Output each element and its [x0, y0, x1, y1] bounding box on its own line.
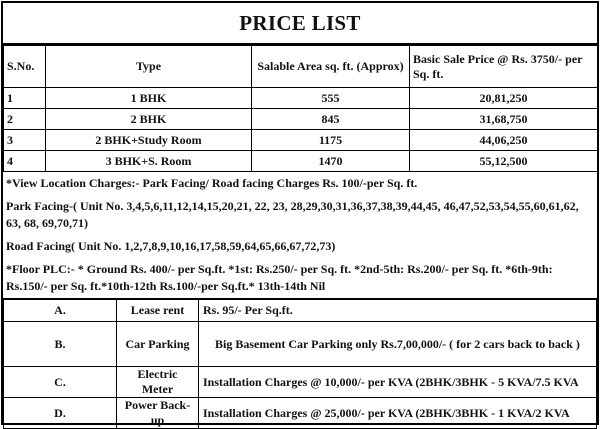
cell-type: 1 BHK: [46, 88, 252, 109]
note-park-facing: Park Facing-( Unit No. 3,4,5,6,11,12,14,15,20,21, 22, 23, 28,29,30,31,36,37,38,39,44,45, 46,47,52,53,54,55,60,61,62, 63, 68, 69,70,71): [6, 199, 579, 230]
cell-price: 20,81,250: [410, 88, 598, 109]
charge-detail: Installation Charges @ 10,000/- per KVA (2BHK/3BHK - 5 KVA/7.5 KVA: [199, 367, 597, 398]
charge-detail: Installation Charges @ 25,000/- per KVA (2BHK/3BHK - 1 KVA/2 KVA: [199, 398, 597, 429]
charge-item: Power Back-up: [117, 398, 199, 429]
price-table-header: [4, 46, 598, 88]
table-row: [4, 322, 597, 367]
cell-area: 555: [252, 88, 410, 109]
charge-code: C.: [4, 367, 117, 398]
charge-detail: Rs. 95/- Per Sq.ft.: [199, 300, 597, 322]
charge-item: Electric Meter: [117, 367, 199, 398]
page-title: PRICE LIST: [3, 3, 597, 45]
table-row: [4, 130, 598, 151]
header-type: Type: [46, 46, 252, 88]
note-road-facing: Road Facing( Unit No. 1,2,7,8,9,10,16,17,58,59,64,65,66,67,72,73): [6, 239, 336, 253]
notes-section: [3, 172, 597, 299]
cell-sno: 2: [4, 109, 46, 130]
cell-type: 2 BHK+Study Room: [46, 130, 252, 151]
charge-code: B.: [4, 322, 117, 367]
cell-sno: 3: [4, 130, 46, 151]
cell-sno: 4: [4, 151, 46, 172]
cell-price: 31,68,750: [410, 109, 598, 130]
table-row: [4, 367, 597, 398]
note-floor-plc: *Floor PLC:- * Ground Rs. 400/- per Sq.ft. *1st: Rs.250/- per Sq. ft. *2nd-5th: Rs.200/- per Sq. ft. *6th-9th: Rs.150/- per Sq. ft.*10th-12th Rs.100/-per Sq.ft.* 13th-14th Nil: [6, 262, 553, 293]
cell-type: 2 BHK: [46, 109, 252, 130]
header-price: Basic Sale Price @ Rs. 3750/- per Sq. ft.: [410, 46, 598, 88]
cell-area: 845: [252, 109, 410, 130]
note-view-location: *View Location Charges:- Park Facing/ Road facing Charges Rs. 100/-per Sq. ft.: [6, 176, 418, 190]
table-row: [4, 88, 598, 109]
charge-item: Car Parking: [117, 322, 199, 367]
table-row: [4, 300, 597, 322]
cell-area: 1175: [252, 130, 410, 151]
cell-price: 44,06,250: [410, 130, 598, 151]
price-list-sheet: [1, 1, 599, 425]
header-sno: S.No.: [4, 46, 46, 88]
table-row: [4, 109, 598, 130]
cell-price: 55,12,500: [410, 151, 598, 172]
price-table: [3, 45, 598, 172]
charge-item: Lease rent: [117, 300, 199, 322]
header-area: Salable Area sq. ft. (Approx): [252, 46, 410, 88]
charge-code: D.: [4, 398, 117, 429]
table-row: [4, 398, 597, 429]
cell-sno: 1: [4, 88, 46, 109]
table-row: [4, 151, 598, 172]
charges-table: [3, 299, 597, 429]
charge-code: A.: [4, 300, 117, 322]
charge-detail: Big Basement Car Parking only Rs.7,00,000/- ( for 2 cars back to back ): [199, 322, 597, 367]
cell-type: 3 BHK+S. Room: [46, 151, 252, 172]
cell-area: 1470: [252, 151, 410, 172]
